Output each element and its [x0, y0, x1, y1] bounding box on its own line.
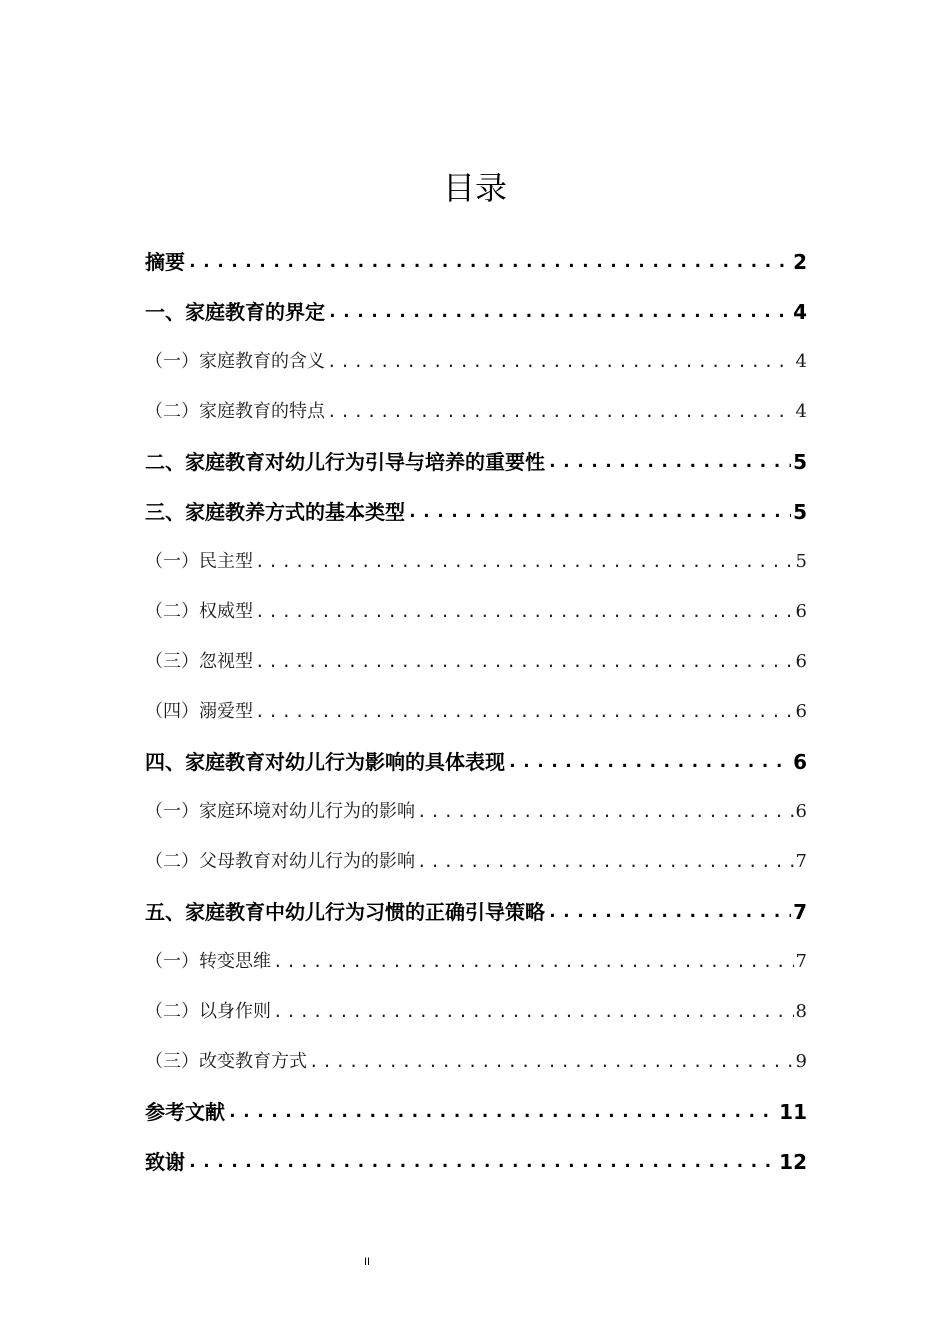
- toc-dot-leader: [417, 837, 794, 887]
- toc-entry-label: （一）转变思维: [145, 951, 271, 972]
- toc-entry-label: （一）家庭环境对幼儿行为的影响: [145, 801, 415, 822]
- toc-dot-leader: [187, 237, 791, 287]
- toc-dot-leader: [273, 987, 794, 1037]
- toc-entry-label: 四、家庭教育对幼儿行为影响的具体表现: [145, 750, 505, 774]
- toc-entry-section-3-4[interactable]: [145, 687, 807, 737]
- toc-entry-section-4-1[interactable]: [145, 787, 807, 837]
- toc-entry-label: 摘要: [145, 250, 185, 274]
- toc-entry-section-1[interactable]: [145, 287, 807, 337]
- toc-entry-section-5[interactable]: [145, 887, 807, 937]
- toc-dot-leader: [547, 887, 791, 937]
- toc-dot-leader: [255, 687, 794, 737]
- toc-entry-section-2[interactable]: [145, 437, 807, 487]
- toc-entry-label: 致谢: [145, 1150, 185, 1174]
- toc-entry-page: 8: [795, 1001, 807, 1022]
- page-title: 目录: [442, 169, 507, 207]
- toc-entry-page: 11: [779, 1100, 807, 1124]
- toc-entry-page: 7: [795, 951, 807, 972]
- toc-entry-label: （二）家庭教育的特点: [145, 401, 325, 422]
- toc-entry-section-4[interactable]: [145, 737, 807, 787]
- toc-entry-page: 9: [795, 1051, 807, 1072]
- table-of-contents: [145, 237, 807, 1187]
- toc-entry-page: 6: [795, 801, 807, 822]
- toc-dot-leader: [327, 387, 794, 437]
- toc-entry-section-4-2[interactable]: [145, 837, 807, 887]
- toc-dot-leader: [255, 537, 794, 587]
- toc-entry-page: 5: [795, 551, 807, 572]
- toc-entry-section-3-3[interactable]: [145, 637, 807, 687]
- page-number: II: [364, 1256, 371, 1268]
- toc-entry-label: （二）权威型: [145, 601, 253, 622]
- toc-entry-page: 6: [795, 701, 807, 722]
- toc-entry-section-3-1[interactable]: [145, 537, 807, 587]
- toc-entry-page: 6: [795, 601, 807, 622]
- toc-entry-label: 二、家庭教育对幼儿行为引导与培养的重要性: [145, 450, 545, 474]
- toc-entry-section-5-3[interactable]: [145, 1037, 807, 1087]
- toc-dot-leader: [507, 737, 791, 787]
- toc-entry-label: 三、家庭教养方式的基本类型: [145, 500, 405, 524]
- toc-entry-section-3-2[interactable]: [145, 587, 807, 637]
- toc-entry-abstract[interactable]: [145, 237, 807, 287]
- toc-entry-section-1-2[interactable]: [145, 387, 807, 437]
- toc-dot-leader: [255, 587, 794, 637]
- toc-entry-label: （一）民主型: [145, 551, 253, 572]
- toc-entry-page: 4: [795, 351, 807, 372]
- toc-entry-label: （三）改变教育方式: [145, 1051, 307, 1072]
- toc-entry-label: （二）父母教育对幼儿行为的影响: [145, 851, 415, 872]
- toc-dot-leader: [309, 1037, 794, 1087]
- toc-dot-leader: [417, 787, 794, 837]
- toc-dot-leader: [187, 1137, 777, 1187]
- toc-dot-leader: [255, 637, 794, 687]
- toc-entry-label: 五、家庭教育中幼儿行为习惯的正确引导策略: [145, 900, 545, 924]
- toc-dot-leader: [327, 337, 794, 387]
- toc-entry-label: 一、家庭教育的界定: [145, 300, 325, 324]
- toc-entry-page: 12: [779, 1150, 807, 1174]
- toc-entry-label: 参考文献: [145, 1100, 225, 1124]
- toc-entry-page: 4: [795, 401, 807, 422]
- toc-entry-label: （一）家庭教育的含义: [145, 351, 325, 372]
- toc-entry-section-3[interactable]: [145, 487, 807, 537]
- toc-entry-page: 7: [793, 900, 807, 924]
- toc-dot-leader: [273, 937, 794, 987]
- toc-entry-page: 6: [795, 651, 807, 672]
- toc-dot-leader: [227, 1087, 777, 1137]
- toc-entry-page: 5: [793, 450, 807, 474]
- toc-entry-section-5-2[interactable]: [145, 987, 807, 1037]
- toc-entry-section-5-1[interactable]: [145, 937, 807, 987]
- toc-entry-page: 6: [793, 750, 807, 774]
- toc-entry-page: 2: [793, 250, 807, 274]
- toc-entry-label: （四）溺爱型: [145, 701, 253, 722]
- toc-entry-label: （二）以身作则: [145, 1001, 271, 1022]
- toc-entry-page: 7: [795, 851, 807, 872]
- toc-entry-references[interactable]: [145, 1087, 807, 1137]
- toc-entry-acknowledgements[interactable]: [145, 1137, 807, 1187]
- toc-dot-leader: [547, 437, 791, 487]
- toc-entry-page: 5: [793, 500, 807, 524]
- toc-entry-label: （三）忽视型: [145, 651, 253, 672]
- toc-dot-leader: [327, 287, 791, 337]
- toc-entry-section-1-1[interactable]: [145, 337, 807, 387]
- toc-entry-page: 4: [793, 300, 807, 324]
- toc-dot-leader: [407, 487, 791, 537]
